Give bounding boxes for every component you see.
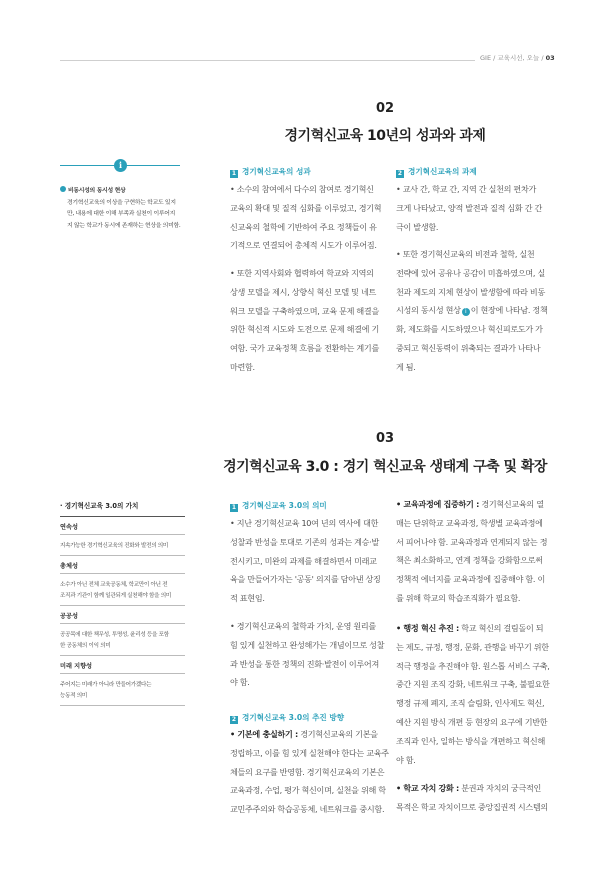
running-header xyxy=(480,53,555,62)
sidebar-text: 지속가능한 경기혁신교육의 진화와 발전의 의미 xyxy=(60,543,168,549)
paragraph: • 소수의 참여에서 다수의 참여로 경기혁신 교육의 확대 및 질적 심화를 이루었고, 경기혁 신교육의 철학에 기반하여 주요 정책들이 유 기적으로 연결되어 총체적 시도가 이루어짐. xyxy=(230,184,382,251)
note-line: 만, 내용에 대한 이해 부족과 실천이 이루어지 xyxy=(67,211,176,218)
sidebar-heading: 미래 지향성 xyxy=(60,655,185,674)
paragraph: • 또한 경기혁신교육의 비전과 철학, 실천 전략에 있어 공유나 공감이 미흡하였으며, 실 천과 제도의 지체 현상이 발생함에 따라 비동 시성의 동시성 현상 i 이 현장에 나타남. 정책 화, 제도화를 시도하였으나 혁신피로도가 가 중되고 혁신동력이 위축되는 결과가 나타나 게 됨. xyxy=(396,249,548,372)
note-title: 비동시성의 동시성 현상 xyxy=(60,186,185,198)
header-separator: / xyxy=(541,54,544,62)
values-sidebar xyxy=(60,500,185,706)
section-title: 경기혁신교육 10년의 성과와 과제 xyxy=(284,128,486,144)
sidebar-heading: 연속성 xyxy=(60,517,185,535)
subheading: 2 경기혁신교육 3.0의 추진 방향 xyxy=(231,713,345,723)
subheading: 1 경기혁신교육 3.0의 의미 xyxy=(231,501,327,511)
section-title: 경기혁신교육 3.0 : 경기 혁신교육 생태계 구축 및 확장 xyxy=(223,459,547,475)
sidebar-rule xyxy=(60,705,185,706)
paragraph: • 교사 간, 학교 간, 지역 간 실천의 편차가 크게 나타났고, 양적 발전과 질적 심화 간 간 극이 발생함. xyxy=(396,184,542,232)
note-line: 경기혁신교육의 이상을 구현하는 학교도 있지 xyxy=(67,199,176,206)
paragraph: • 또한 지역사회와 협력하여 학교와 지역의 상생 모델을 제시, 상향식 혁신 모델 및 네트 워크 모델을 구축하였으며, 교육 문제 해결을 위한 혁신적 시도와 도전으로 문제 해결에 기 여함. 국가 교육정책 흐름을 전환하는 계기를 마련함. xyxy=(230,268,379,372)
sidebar-title: · 경기혁신교육 3.0의 가치 xyxy=(60,500,185,517)
paragraph: • 행정 혁신 추진 : 학교 혁신의 걸림돌이 되 는 제도, 규정, 행정, 문화, 관행을 바꾸기 위한 적극 행정을 추진해야 함. 원스톱 서비스 구축, 중간 지원 조직 강화, 네트워크 구축, 불필요한 행정 규제 폐지, 조직 슬림화, 인사제도 혁신, 예산 지원 방식 개편 등 현장의 요구에 기반한 조직과 인사, 일하는 방식을 개편하고 혁신해 야 함. xyxy=(396,623,550,765)
section-number: 03 xyxy=(375,431,395,446)
sidebar-heading: 공공성 xyxy=(60,605,185,624)
note-box xyxy=(60,186,185,233)
sidebar-heading: 총체성 xyxy=(60,555,185,574)
note-marker-icon: i xyxy=(462,308,470,316)
subheading: 1 경기혁신교육의 성과 xyxy=(231,167,311,177)
info-icon: i xyxy=(114,159,127,172)
note-line: 지 않는 학교가 동시에 존재하는 현상을 의미함. xyxy=(67,223,181,230)
page-number: 03 xyxy=(545,54,555,62)
paragraph: • 경기혁신교육의 철학과 가치, 운영 원리를 힘 있게 실천하고 완성해가는 개념이므로 성찰 과 반성을 통한 정책의 진화·발전이 이루어져 야 함. xyxy=(230,621,385,688)
header-rule xyxy=(60,60,475,61)
paragraph: • 교육과정에 집중하기 : 경기혁신교육의 열 매는 단위학교 교육과정, 학생별 교육과정에 서 피어나야 함. 교육과정과 연계되지 않는 정 책은 최소화하고, 연계 정책을 강화함으로써 정책적 에너지를 교육과정에 집중해야 함. 이 를 위해 학교의 학습조직화가 필요함. xyxy=(396,499,548,603)
section-number: 02 xyxy=(375,101,395,116)
sidebar-text: 주어지는 미래가 아니라 만들어가겠다는 능동적 의미 xyxy=(60,682,152,699)
paragraph: • 학교 자치 강화 : 분권과 자치의 궁극적인 목적은 학교 자치이므로 중앙집권적 시스템의 xyxy=(396,783,548,812)
subheading: 2 경기혁신교육의 과제 xyxy=(397,167,477,177)
journal-name: GIE xyxy=(480,54,492,62)
sidebar-text: 공공목에 대한 책무성, 투명성, 윤리성 등을 포함 한 공동체의 이익 의미 xyxy=(60,632,169,649)
paragraph: • 지난 경기혁신교육 10여 년의 역사에 대한 성찰과 반성을 토대로 기존의 성과는 계승·발 전시키고, 미완의 과제를 해결하면서 미래교 육을 만들어가자는 '공동' 의지를 담아낸 상징 적 표현임. xyxy=(230,518,381,604)
sidebar-text: 소수가 아닌 전체 교육공동체, 학교만이 아닌 전 조직과 기관이 함께 일관되게 실천해야 함을 의미 xyxy=(60,582,171,599)
header-separator: / xyxy=(493,54,496,62)
bullet-icon xyxy=(60,186,66,192)
paragraph: • 기본에 충실하기 : 경기혁신교육의 기본을 정립하고, 이를 힘 있게 실천해야 한다는 교육주 체들의 요구를 반영함. 경기혁신교육의 기본은 교육과정, 수업, 평가 혁신이며, 실천을 위해 학 교민주주의와 학습공동체, 네트워크를 중시함. xyxy=(230,729,389,815)
section-name: 교육시선, 오늘 xyxy=(497,54,540,62)
